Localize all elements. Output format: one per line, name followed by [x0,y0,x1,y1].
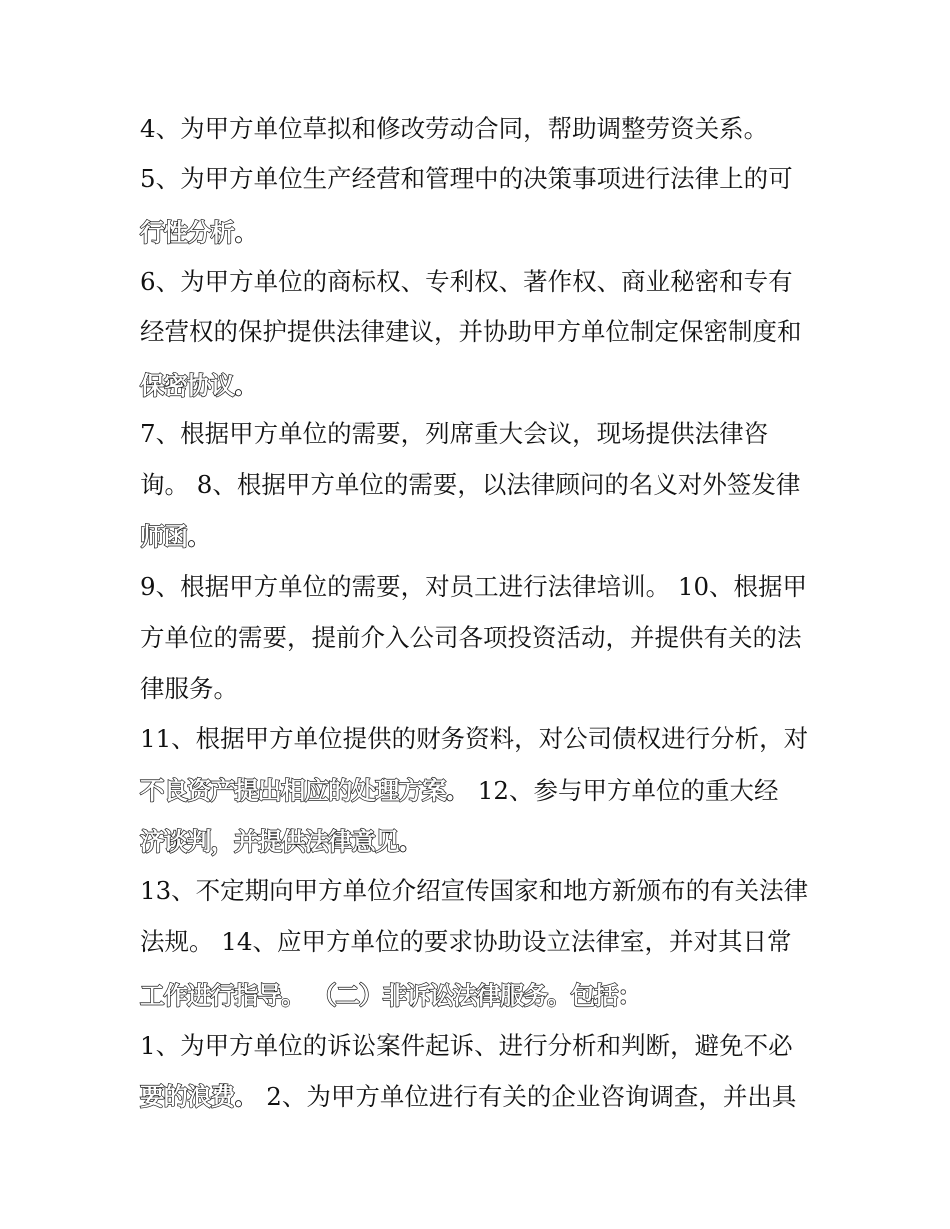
outlined-text-segment: 不良资产提出相应的处理方案 [140,776,446,805]
text-line [140,926,791,958]
text-segment: 。 2、为甲方单位进行有关的企业咨询调查，并出具 [234,1082,797,1111]
text-segment: 6、为甲方单位的商标权、专利权、著作权、商业秘密和专有 [140,267,793,296]
text-line [140,673,238,705]
outlined-text-segment: 师函 [140,522,187,551]
text-line [140,980,641,1012]
text-segment: 方单位的需要，提前介入公司各项投资活动，并提供有关的法 [140,623,802,652]
text-segment: 询。 8、根据甲方单位的需要，以法律顾问的名义对外签发律 [140,470,801,499]
text-segment: 。 [234,371,259,400]
text-segment: 。 [187,522,212,551]
text-segment: 5、为甲方单位生产经营和管理中的决策事项进行法律上的可 [140,164,793,193]
text-segment: 。 [398,827,423,856]
text-line [140,826,423,858]
text-line [140,217,259,249]
text-line [140,723,808,755]
text-line [140,316,802,348]
text-line [140,469,800,501]
text-line [140,370,259,402]
text-line [140,521,212,553]
text-segment: 经营权的保护提供法律建议，并协助甲方单位制定保密制度和 [140,317,802,346]
outlined-text-segment: 济谈判，并提供法律意见 [140,827,399,856]
text-segment: 13、不定期向甲方单位介绍宣传国家和地方新颁布的有关法律 [140,876,809,905]
outlined-text-segment: 工作进行指导。 （二）非诉讼法律服务。包括： [140,981,642,1010]
text-segment: 。 [234,218,259,247]
text-segment: 1、为甲方单位的诉讼案件起诉、进行分析和判断，避免不必 [140,1031,793,1060]
text-segment: 11、根据甲方单位提供的财务资料，对公司债权进行分析，对 [140,724,809,753]
text-line [140,622,802,654]
outlined-text-segment: 要的浪费 [140,1082,234,1111]
text-line [140,266,793,298]
text-line [140,1081,796,1113]
text-segment: 法规。 14、应甲方单位的要求协助设立法律室，并对其日常 [140,927,792,956]
text-segment: 9、根据甲方单位的需要，对员工进行法律培训。 10、根据甲 [140,572,808,601]
text-segment: 4、为甲方单位草拟和修改劳动合同，帮助调整劳资关系。 [140,114,769,143]
text-line [140,418,768,450]
text-segment: 7、根据甲方单位的需要，列席重大会议，现场提供法律咨 [140,419,769,448]
outlined-text-segment: 保密协议 [140,371,234,400]
text-line [140,163,793,195]
text-line [140,875,808,907]
text-line [140,1030,793,1062]
text-segment: 律服务。 [140,674,238,703]
text-line [140,113,768,145]
text-line [140,775,778,807]
text-line [140,571,807,603]
text-segment: 。 12、参与甲方单位的重大经 [445,776,779,805]
outlined-text-segment: 行性分析 [140,218,234,247]
